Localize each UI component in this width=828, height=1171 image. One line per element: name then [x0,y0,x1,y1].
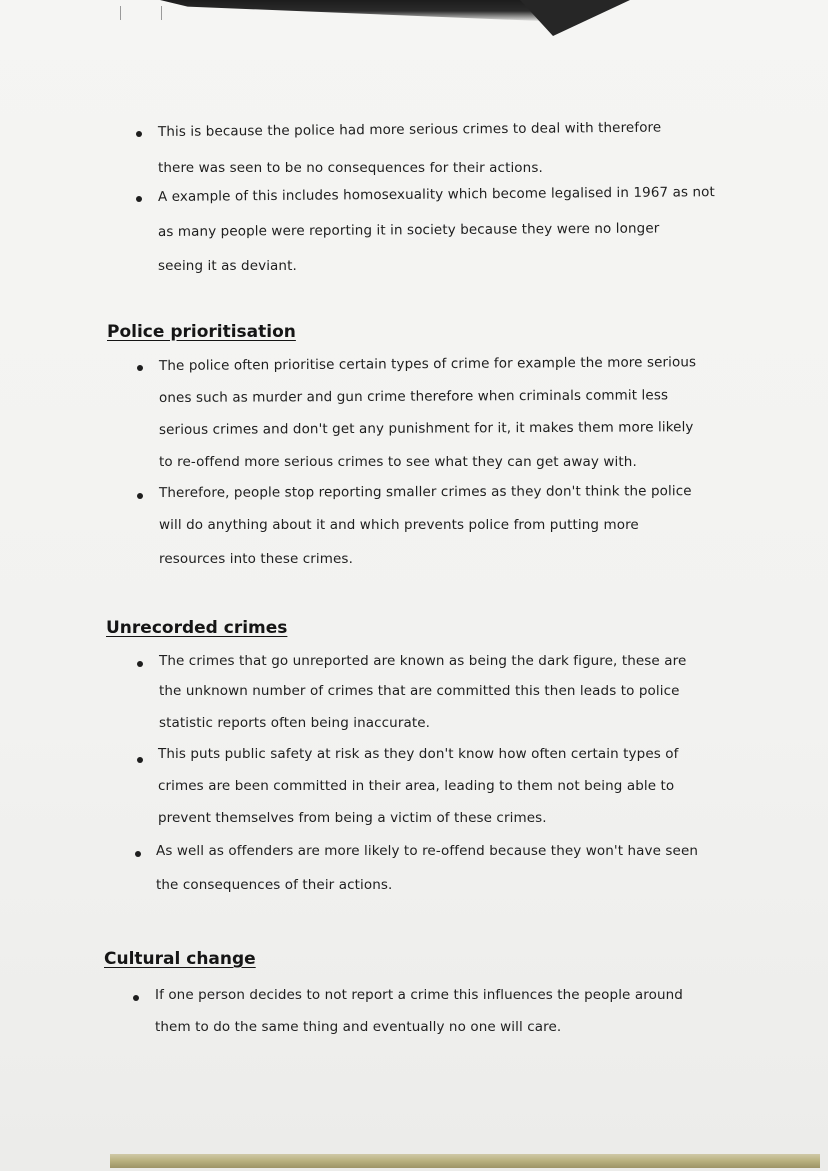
unrecorded-point-1-line-3: statistic reports often being inaccurate. [159,715,431,731]
intro-point-1-line-1: This is because the police had more serious crimes to deal with therefore [157,119,662,140]
police-point-2-line-3: resources into these crimes. [159,551,353,567]
cultural-point-1-line-2: them to do the same thing and eventually no one will care. [155,1019,562,1035]
unrecorded-point-3-line-2: the consequences of their actions. [156,877,393,893]
unrecorded-point-2-line-1: This puts public safety at risk as they don't know how often certain types of [158,746,679,762]
unrecorded-point-2-line-2: crimes are been committed in their area, leading to them not being able to [158,778,675,794]
bullet-dot [137,661,143,667]
police-point-1-line-4: to re-offend more serious crimes to see what they can get away with. [159,454,637,470]
police-point-1-line-3: serious crimes and don't get any punishment for it, it makes them more likely [158,419,694,438]
bullet-dot [137,757,143,763]
police-point-2-line-1: Therefore, people stop reporting smaller crimes as they don't think the police [158,483,692,501]
bullet-dot [137,493,143,499]
bullet-dot [135,851,141,857]
section-heading-cultural-change: Cultural change [104,949,256,969]
unrecorded-point-1-line-1: The crimes that go unreported are known as being the dark figure, these are [159,653,687,669]
bullet-dot [133,995,139,1001]
scan-bottom-edge [110,1154,820,1168]
section-heading-police-prioritisation: Police prioritisation [107,322,296,342]
unrecorded-point-1-line-2: the unknown number of crimes that are committed this then leads to police [159,683,680,699]
unrecorded-point-3-line-1: As well as offenders are more likely to re-offend because they won't have seen [156,843,699,859]
intro-point-2-line-2: as many people were reporting it in society because they were no longer [157,220,660,240]
cultural-point-1-line-1: If one person decides to not report a crime this influences the people around [155,987,683,1003]
bullet-dot [137,365,143,371]
bullet-dot [136,131,142,137]
section-heading-unrecorded-crimes: Unrecorded crimes [106,618,288,638]
intro-point-1-line-2: there was seen to be no consequences for their actions. [158,160,543,176]
police-point-2-line-2: will do anything about it and which prevents police from putting more [159,517,639,533]
scan-top-shadow-fold [520,0,630,36]
intro-point-2-line-1: A example of this includes homosexuality which become legalised in 1967 as not [157,184,715,205]
police-point-1-line-1: The police often prioritise certain types of crime for example the more serious [158,354,697,374]
intro-point-2-line-3: seeing it as deviant. [158,258,297,274]
unrecorded-point-2-line-3: prevent themselves from being a victim of these crimes. [158,810,547,826]
police-point-1-line-2: ones such as murder and gun crime therefore when criminals commit less [158,387,669,406]
bullet-dot [136,196,142,202]
margin-ticks [120,6,162,20]
